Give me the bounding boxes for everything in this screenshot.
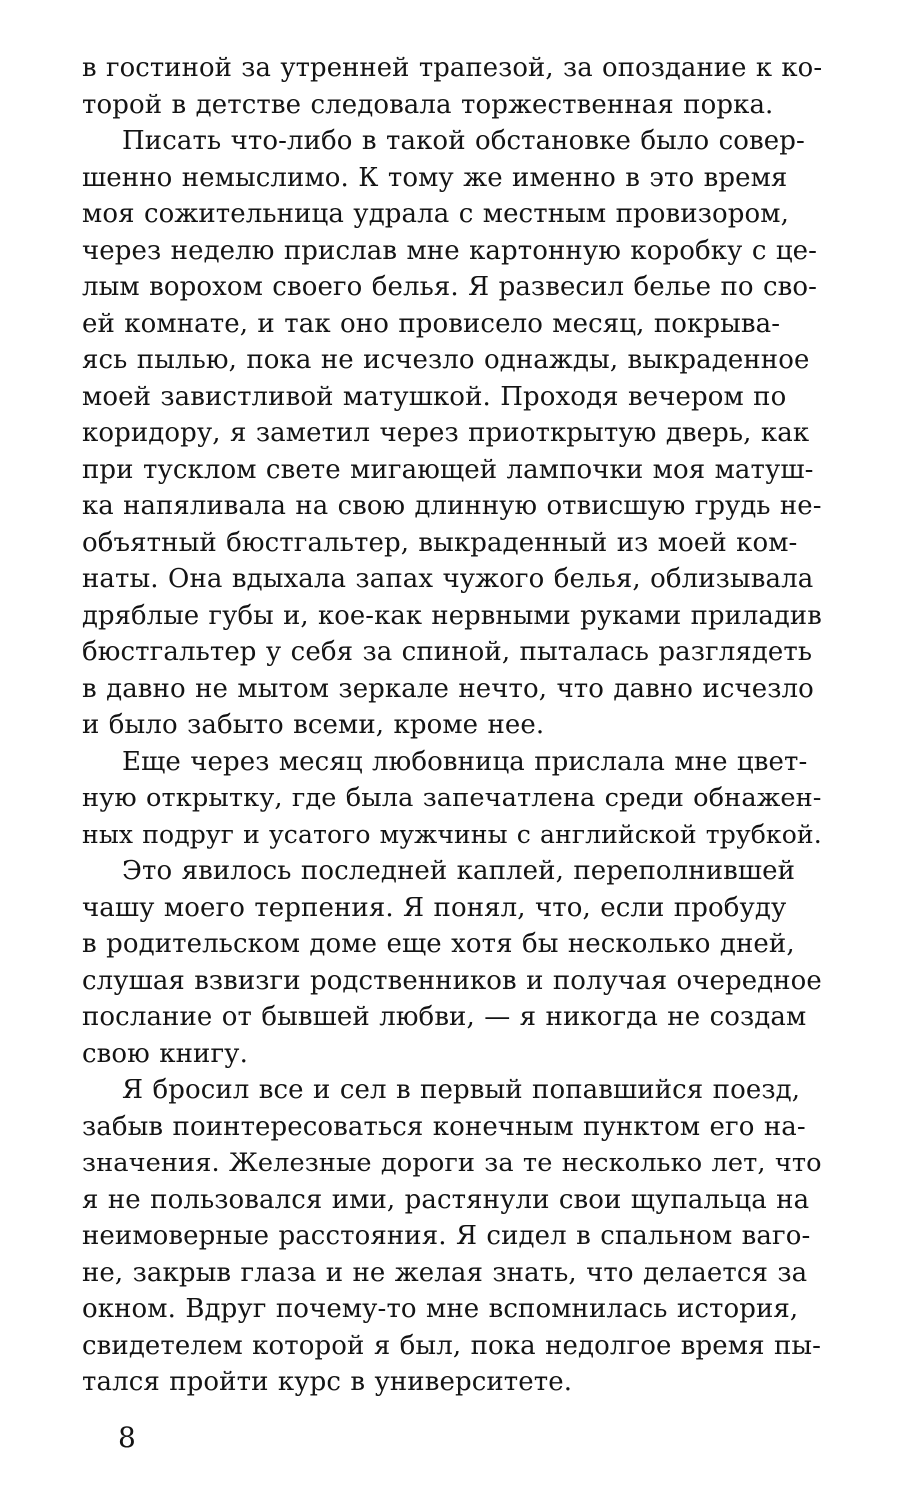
text-line: бюстгальтер у себя за спиной, пыталась разглядеть bbox=[82, 637, 813, 667]
text-line: ей комнате, и так оно провисело месяц, покрыва- bbox=[82, 308, 781, 339]
text-line: я не пользовался ими, растянули свои щупальца на bbox=[82, 1184, 810, 1215]
text-line: ных подруг и усатого мужчины с английской трубкой. bbox=[82, 819, 822, 849]
text-line: и было забыто всеми, кроме нее. bbox=[82, 710, 545, 740]
text-line: Я бросил все и сел в первый попавшийся поезд, bbox=[122, 1075, 801, 1105]
text-line: шенно немыслимо. К тому же именно в это время bbox=[82, 162, 788, 193]
body-text bbox=[82, 50, 822, 1401]
text-line: не, закрыв глаза и не желая знать, что делается за bbox=[82, 1257, 808, 1288]
text-line: дряблые губы и, кое-как нервными руками приладив bbox=[82, 600, 822, 631]
text-line: ка напяливала на свою длинную отвисшую грудь не- bbox=[82, 491, 822, 521]
text-line: чашу моего терпения. Я понял, что, если пробуду bbox=[82, 892, 787, 923]
text-line: Еще через месяц любовница прислала мне цвет- bbox=[122, 746, 808, 777]
text-line: свидетелем которой я был, пока недолгое время пы- bbox=[82, 1330, 822, 1361]
text-line: коридору, я заметил через приоткрытую дверь, как bbox=[82, 418, 810, 448]
text-line: торой в детстве следовала торжественная порка. bbox=[82, 89, 774, 120]
text-line: в гостиной за утренней трапезой, за опоздание к ко- bbox=[82, 53, 823, 83]
text-line: свою книгу. bbox=[82, 1038, 248, 1069]
page-number: 8 bbox=[118, 1421, 136, 1454]
text-line: послание от бывшей любви, — я никогда не создам bbox=[82, 1002, 807, 1032]
text-line: окном. Вдруг почему-то мне вспомнилась история, bbox=[82, 1294, 799, 1324]
text-line: моей завистливой матушкой. Проходя вечером по bbox=[82, 381, 787, 412]
text-line: в давно не мытом зеркале нечто, что давно исчезло bbox=[82, 673, 814, 704]
text-line: слушая взвизги родственников и получая очередное bbox=[82, 965, 822, 996]
text-line: наты. Она вдыхала запах чужого белья, облизывала bbox=[82, 564, 814, 594]
text-line: через неделю прислав мне картонную коробку с це- bbox=[82, 235, 818, 266]
text-line: забыв поинтересоваться конечным пунктом его на- bbox=[82, 1111, 806, 1142]
text-line: лым ворохом своего белья. Я развесил белье по сво- bbox=[82, 272, 818, 302]
text-line: моя сожительница удрала с местным провизором, bbox=[82, 199, 789, 229]
text-line: Это явилось последней каплей, переполнившей bbox=[122, 856, 796, 886]
text-line: неимоверные расстояния. Я сидел в спальном ваго- bbox=[82, 1221, 811, 1251]
text-line: ясь пылью, пока не исчезло однажды, выкраденное bbox=[82, 345, 810, 375]
text-line: Писать что-либо в такой обстановке было совер- bbox=[122, 126, 805, 156]
text-line: при тусклом свете мигающей лампочки моя матуш- bbox=[82, 454, 814, 485]
text-line: значения. Железные дороги за те несколько лет, что bbox=[82, 1148, 822, 1178]
text-line: объятный бюстгальтер, выкраденный из моей ком- bbox=[82, 527, 798, 558]
text-line: ную открытку, где была запечатлена среди обнажен- bbox=[82, 783, 822, 813]
text-line: в родительском доме еще хотя бы несколько дней, bbox=[82, 929, 795, 959]
text-line: тался пройти курс в университете. bbox=[82, 1367, 573, 1397]
